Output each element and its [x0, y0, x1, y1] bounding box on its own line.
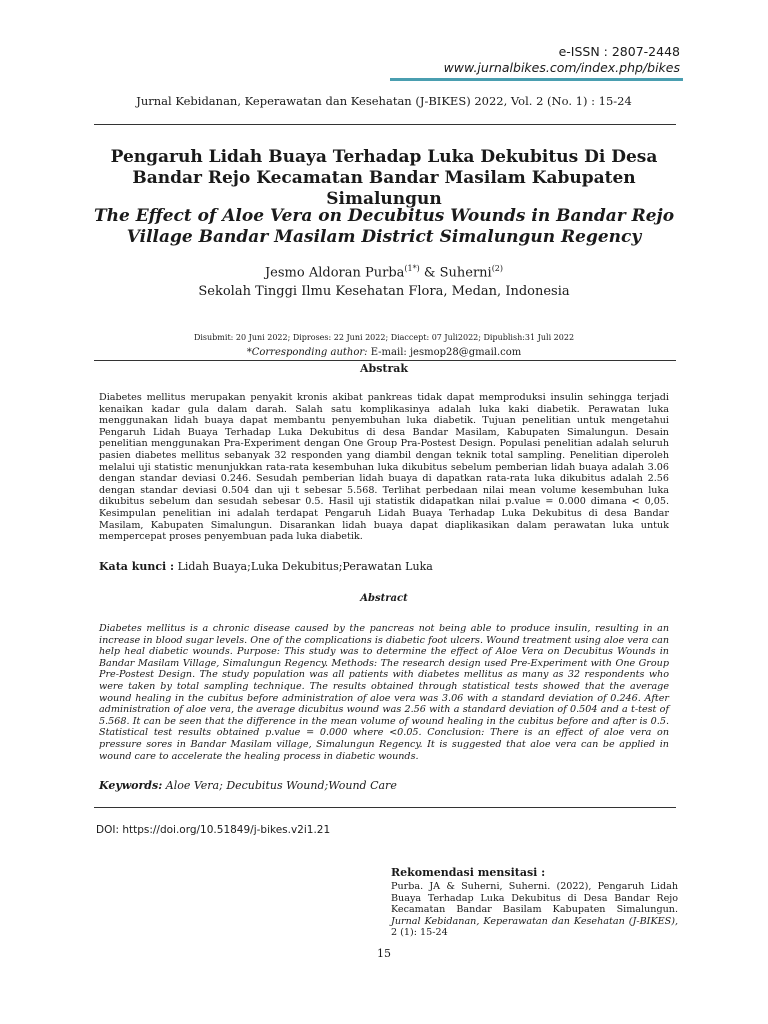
header-accent-rule	[390, 78, 683, 81]
abstrak-keywords	[99, 560, 669, 573]
keywords-label: Keywords:	[99, 779, 163, 792]
abstract-divider-bottom	[94, 807, 676, 808]
citation-volume: 2 (1): 15-24	[391, 927, 448, 939]
author-2: Suherni	[439, 265, 492, 281]
author-separator: &	[419, 265, 440, 281]
citation-text: Purba. JA & Suherni, Suherni. (2022), Pengaruh Lidah Buaya Terhadap Luka Dekubitus di Desa Bandar Rejo Kecamatan Bandar Basilam Kabupaten Simalungun.	[391, 881, 678, 916]
abstract-body: Diabetes mellitus is a chronic disease caused by the pancreas not being able to produce insulin, resulting in an increase in blood sugar levels. One of the complications is diabetic foot ulcers. Wound treatment using aloe vera can help heal diabetic wounds. Purpose: This study was to determine the effect of Aloe Vera on Decubitus Wounds in Bandar Masilam Village, Simalungun Regency. Methods: The research design used Pre-Experiment with One Group Pre-Postest Design. The study population was all patients with diabetes mellitus as many as 32 respondents who were taken by total sampling technique. The results obtained through statistical tests showed that the average wound healing in the cubitus before administration of aloe vera was 3.06 with a standard deviation of 0.246. After administration of aloe vera, the average dicubitus wound was 2.56 with a standard deviation of 0.504 and a t-test of 5.568. It can be seen that the difference in the mean volume of wound healing in the cubitus before and after is 0.5. Statistical test results obtained p.value = 0.000 where <0.05. Conclusion: There is an effect of aloe vera on pressure sores in Bandar Masilam village, Simalungun Regency. It is suggested that aloe vera can be applied in wound care to accelerate the healing process in diabetic wounds.	[99, 623, 669, 762]
submission-dates: Disubmit: 20 Juni 2022; Diproses: 22 Juni 2022; Diaccept: 07 Juli2022; Dipublish:31 Juli 2022	[193, 333, 575, 342]
journal-citation-header: Jurnal Kebidanan, Keperawatan dan Kesehatan (J-BIKES) 2022, Vol. 2 (No. 1) : 15-24	[136, 94, 632, 108]
abstract-heading: Abstract	[360, 593, 408, 604]
kata-kunci-label: Kata kunci :	[99, 560, 175, 573]
title-english: The Effect of Aloe Vera on Decubitus Wounds in Bandar Rejo Village Bandar Masilam District Simalungun Regency	[93, 206, 675, 247]
header-divider	[94, 124, 676, 125]
abstrak-body: Diabetes mellitus merupakan penyakit kronis akibat pankreas tidak dapat memproduksi insulin sehingga terjadi kenaikan kadar gula dalam darah. Salah satu komplikasinya adalah luka kaki diabetik. Perawatan luka menggunakan lidah buaya dapat membantu penyembuhan luka diabetik. Tujuan penelitian untuk mengetahui Pengaruh Lidah Buaya Terhadap Luka Dekubitus di desa Bandar Masilam, Kabupaten Simalungun. Desain penelitian menggunakan Pra-Experiment dengan One Group Pra-Postest Design. Populasi penelitian adalah seluruh pasien diabetes mellitus sebanyak 32 responden yang diambil dengan teknik total sampling. Penelitian diperoleh melalui uji statistic menunjukkan rata-rata kesembuhan luka dikubitus sebelum pemberian lidah buaya adalah 3.06 dengan standar deviasi 0.246. Sesudah pemberian lidah buaya di dapatkan rata-rata luka dikubitus adalah 2.56 dengan standar deviasi 0.504 dan uji t sebesar 5.568. Terlihat perbedaan nilai mean volume kesembuhan luka dikubitus sebelum dan sesudah sebesar 0.5. Hasil uji statistik didapatkan nilai p.value = 0.000 dimana < 0,05. Kesimpulan penelitian ini adalah terdapat Pengaruh Lidah Buaya Terhadap Luka Dekubitus di desa Bandar Masilam, Kabupaten Simalungun. Disarankan lidah buaya dapat diaplikasikan dalam perawatan luka untuk mempercepat proses penyembuan pada luka diabetik.	[99, 392, 669, 543]
author-line	[0, 264, 768, 280]
abstract-divider-top	[94, 360, 676, 361]
kata-kunci-values: Lidah Buaya;Luka Dekubitus;Perawatan Luka	[174, 560, 433, 573]
doi-link[interactable]: DOI: https://doi.org/10.51849/j-bikes.v2i1.21	[96, 824, 331, 836]
page-number: 15	[377, 947, 391, 960]
author-1: Jesmo Aldoran Purba	[264, 265, 405, 281]
corresponding-label: *Corresponding author:	[246, 347, 368, 358]
abstrak-heading: Abstrak	[359, 362, 409, 375]
recommendation-citation	[391, 881, 678, 939]
journal-url: www.jurnalbikes.com/index.php/bikes	[443, 60, 680, 75]
affiliation: Sekolah Tinggi Ilmu Kesehatan Flora, Medan, Indonesia	[198, 284, 570, 299]
citation-journal: Jurnal Kebidanan, Keperawatan dan Kesehatan (J-BIKES),	[391, 915, 678, 927]
recommendation-heading: Rekomendasi mensitasi :	[391, 866, 546, 879]
abstract-keywords	[99, 779, 669, 792]
title-indonesian: Pengaruh Lidah Buaya Terhadap Luka Dekubitus Di Desa Bandar Rejo Kecamatan Bandar Masilam Kabupaten Simalungun	[110, 147, 658, 209]
corresponding-author	[0, 347, 768, 358]
corresponding-email[interactable]: E-mail: jesmop28@gmail.com	[367, 347, 522, 358]
author-2-marker: (2)	[491, 264, 504, 273]
author-1-marker: (1*)	[404, 264, 420, 273]
issn-label: e-ISSN : 2807-2448	[558, 44, 680, 59]
keywords-values: Aloe Vera; Decubitus Wound;Wound Care	[162, 779, 397, 792]
